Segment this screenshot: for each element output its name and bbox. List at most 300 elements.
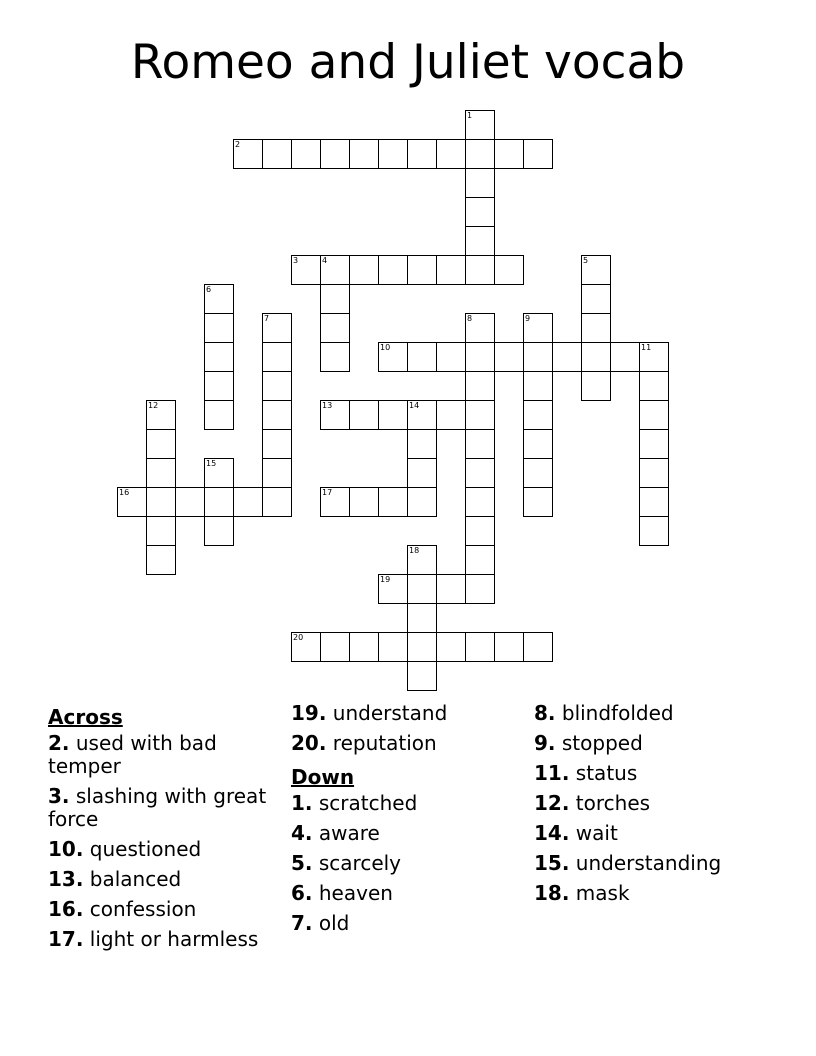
letter-input[interactable] xyxy=(350,401,378,429)
clue-text: understanding xyxy=(569,851,722,875)
across-heading: Across xyxy=(48,705,123,729)
grid-cell[interactable] xyxy=(465,313,495,343)
clue-number: 14. xyxy=(534,821,570,845)
letter-input[interactable] xyxy=(408,459,436,487)
grid-cell[interactable] xyxy=(320,400,350,430)
letter-input[interactable] xyxy=(263,430,291,458)
grid-cell[interactable] xyxy=(291,139,321,169)
letter-input[interactable] xyxy=(379,488,407,516)
grid-cell[interactable] xyxy=(204,516,234,546)
clue-number: 4. xyxy=(291,821,313,845)
letter-input[interactable] xyxy=(582,314,610,342)
letter-input[interactable] xyxy=(147,517,175,545)
clue-number: 18 xyxy=(409,546,420,555)
letter-input[interactable] xyxy=(408,488,436,516)
grid-cell[interactable] xyxy=(523,632,553,662)
clue-number: 3 xyxy=(293,256,299,265)
letter-input[interactable] xyxy=(147,401,175,429)
letter-input[interactable] xyxy=(408,140,436,168)
down-clue-list xyxy=(291,792,526,935)
grid-cell[interactable] xyxy=(581,371,611,401)
grid-cell[interactable] xyxy=(639,458,669,488)
letter-input[interactable] xyxy=(524,459,552,487)
grid-cell[interactable] xyxy=(407,487,437,517)
letter-input[interactable] xyxy=(437,401,465,429)
clue-number: 6. xyxy=(291,881,313,905)
clue-number: 3. xyxy=(48,784,70,808)
letter-input[interactable] xyxy=(147,459,175,487)
letter-input[interactable] xyxy=(321,401,349,429)
clue-number: 8 xyxy=(467,314,473,323)
grid-cell[interactable] xyxy=(523,313,553,343)
letter-input[interactable] xyxy=(321,140,349,168)
clue-number: 7 xyxy=(264,314,270,323)
clues-column-1 xyxy=(48,702,283,958)
across-clue[interactable] xyxy=(48,898,283,921)
letter-input[interactable] xyxy=(408,575,436,603)
grid-cell[interactable] xyxy=(262,313,292,343)
clue-text: slashing with great force xyxy=(48,784,267,831)
grid-cell[interactable] xyxy=(436,632,466,662)
clue-number: 19. xyxy=(291,701,327,725)
letter-input[interactable] xyxy=(466,372,494,400)
grid-cell[interactable] xyxy=(407,603,437,633)
down-clue[interactable] xyxy=(534,792,769,815)
grid-cell[interactable] xyxy=(117,487,147,517)
letter-input[interactable] xyxy=(408,662,436,690)
clue-number: 10. xyxy=(48,837,84,861)
grid-cell[interactable] xyxy=(465,516,495,546)
grid-cell[interactable] xyxy=(320,313,350,343)
letter-input[interactable] xyxy=(321,256,349,284)
letter-input[interactable] xyxy=(466,401,494,429)
grid-cell[interactable] xyxy=(320,139,350,169)
clue-number: 12 xyxy=(148,401,159,410)
letter-input[interactable] xyxy=(466,459,494,487)
letter-input[interactable] xyxy=(437,343,465,371)
grid-cell[interactable] xyxy=(378,574,408,604)
grid-cell[interactable] xyxy=(581,342,611,372)
clue-text: light or harmless xyxy=(83,927,259,951)
letter-input[interactable] xyxy=(466,140,494,168)
letter-input[interactable] xyxy=(205,459,233,487)
letter-input[interactable] xyxy=(466,314,494,342)
clue-number: 13. xyxy=(48,867,84,891)
grid-cell[interactable] xyxy=(407,458,437,488)
grid-cell[interactable] xyxy=(465,197,495,227)
clue-number: 13 xyxy=(322,401,333,410)
grid-cell[interactable] xyxy=(407,574,437,604)
grid-cell[interactable] xyxy=(407,632,437,662)
letter-input[interactable] xyxy=(466,256,494,284)
grid-cell[interactable] xyxy=(407,342,437,372)
grid-cell[interactable] xyxy=(378,487,408,517)
across-clue[interactable] xyxy=(48,838,283,861)
grid-cell[interactable] xyxy=(378,632,408,662)
letter-input[interactable] xyxy=(205,401,233,429)
down-clue[interactable] xyxy=(291,792,526,815)
grid-cell[interactable] xyxy=(146,545,176,575)
clue-number: 14 xyxy=(409,401,420,410)
letter-input[interactable] xyxy=(263,314,291,342)
letter-input[interactable] xyxy=(466,546,494,574)
grid-cell[interactable] xyxy=(349,400,379,430)
letter-input[interactable] xyxy=(466,430,494,458)
letter-input[interactable] xyxy=(263,140,291,168)
grid-cell[interactable] xyxy=(465,487,495,517)
grid-cell[interactable] xyxy=(407,255,437,285)
grid-cell[interactable] xyxy=(378,139,408,169)
letter-input[interactable] xyxy=(466,343,494,371)
letter-input[interactable] xyxy=(524,401,552,429)
clue-text: blindfolded xyxy=(555,701,674,725)
grid-cell[interactable] xyxy=(465,226,495,256)
letter-input[interactable] xyxy=(437,140,465,168)
letter-input[interactable] xyxy=(147,488,175,516)
letter-input[interactable] xyxy=(582,372,610,400)
grid-cell[interactable] xyxy=(349,255,379,285)
letter-input[interactable] xyxy=(350,256,378,284)
down-clue[interactable] xyxy=(534,732,769,755)
letter-input[interactable] xyxy=(640,430,668,458)
clue-text: stopped xyxy=(555,731,643,755)
down-clue[interactable] xyxy=(534,852,769,875)
letter-input[interactable] xyxy=(379,633,407,661)
grid-cell[interactable] xyxy=(204,371,234,401)
grid-cell[interactable] xyxy=(262,342,292,372)
grid-cell[interactable] xyxy=(436,342,466,372)
across-clue[interactable] xyxy=(291,702,526,725)
grid-cell[interactable] xyxy=(291,632,321,662)
letter-input[interactable] xyxy=(205,314,233,342)
grid-cell[interactable] xyxy=(407,429,437,459)
grid-cell[interactable] xyxy=(494,632,524,662)
letter-input[interactable] xyxy=(321,633,349,661)
clue-number: 9. xyxy=(534,731,556,755)
grid-cell[interactable] xyxy=(146,400,176,430)
grid-cell[interactable] xyxy=(291,255,321,285)
clue-number: 20. xyxy=(291,731,327,755)
grid-cell[interactable] xyxy=(494,255,524,285)
letter-input[interactable] xyxy=(466,488,494,516)
clue-text: scarcely xyxy=(312,851,402,875)
down-clue[interactable] xyxy=(534,882,769,905)
grid-cell[interactable] xyxy=(378,255,408,285)
down-clue[interactable] xyxy=(534,762,769,785)
letter-input[interactable] xyxy=(205,517,233,545)
grid-cell[interactable] xyxy=(465,371,495,401)
letter-input[interactable] xyxy=(640,372,668,400)
letter-input[interactable] xyxy=(524,343,552,371)
letter-input[interactable] xyxy=(292,633,320,661)
letter-input[interactable] xyxy=(379,140,407,168)
grid-cell[interactable] xyxy=(639,487,669,517)
letter-input[interactable] xyxy=(640,343,668,371)
grid-cell[interactable] xyxy=(407,661,437,691)
grid-cell[interactable] xyxy=(610,342,640,372)
letter-input[interactable] xyxy=(321,314,349,342)
across-clue-list xyxy=(48,732,283,951)
clue-text: status xyxy=(569,761,638,785)
grid-cell[interactable] xyxy=(349,139,379,169)
down-clue[interactable] xyxy=(291,912,526,935)
letter-input[interactable] xyxy=(408,343,436,371)
down-clue[interactable] xyxy=(291,882,526,905)
letter-input[interactable] xyxy=(350,488,378,516)
grid-cell[interactable] xyxy=(465,255,495,285)
down-clue[interactable] xyxy=(291,852,526,875)
letter-input[interactable] xyxy=(292,256,320,284)
letter-input[interactable] xyxy=(263,343,291,371)
letter-input[interactable] xyxy=(524,633,552,661)
letter-input[interactable] xyxy=(408,546,436,574)
grid-cell[interactable] xyxy=(465,429,495,459)
clue-number: 15. xyxy=(534,851,570,875)
letter-input[interactable] xyxy=(524,140,552,168)
letter-input[interactable] xyxy=(263,401,291,429)
clues-column-2 xyxy=(291,702,526,942)
across-clue[interactable] xyxy=(291,732,526,755)
grid-cell[interactable] xyxy=(349,487,379,517)
grid-cell[interactable] xyxy=(465,545,495,575)
grid-cell[interactable] xyxy=(523,400,553,430)
grid-cell[interactable] xyxy=(523,487,553,517)
letter-input[interactable] xyxy=(408,430,436,458)
grid-cell[interactable] xyxy=(465,168,495,198)
grid-cell[interactable] xyxy=(349,632,379,662)
grid-cell[interactable] xyxy=(204,342,234,372)
grid-cell[interactable] xyxy=(639,400,669,430)
letter-input[interactable] xyxy=(321,488,349,516)
down-clue[interactable] xyxy=(291,822,526,845)
clue-number: 11 xyxy=(641,343,652,352)
letter-input[interactable] xyxy=(408,401,436,429)
clue-number: 1. xyxy=(291,791,313,815)
grid-cell[interactable] xyxy=(465,110,495,140)
grid-cell[interactable] xyxy=(204,313,234,343)
letter-input[interactable] xyxy=(379,256,407,284)
letter-input[interactable] xyxy=(524,314,552,342)
grid-cell[interactable] xyxy=(262,429,292,459)
letter-input[interactable] xyxy=(466,575,494,603)
letter-input[interactable] xyxy=(176,488,204,516)
clue-number: 9 xyxy=(525,314,531,323)
grid-cell[interactable] xyxy=(465,458,495,488)
letter-input[interactable] xyxy=(408,604,436,632)
letter-input[interactable] xyxy=(350,140,378,168)
across-clue[interactable] xyxy=(48,732,283,778)
grid-cell[interactable] xyxy=(204,487,234,517)
grid-cell[interactable] xyxy=(233,487,263,517)
grid-cell[interactable] xyxy=(465,342,495,372)
letter-input[interactable] xyxy=(437,633,465,661)
grid-cell[interactable] xyxy=(407,400,437,430)
letter-input[interactable] xyxy=(437,256,465,284)
letter-input[interactable] xyxy=(466,169,494,197)
letter-input[interactable] xyxy=(495,256,523,284)
grid-cell[interactable] xyxy=(523,371,553,401)
grid-cell[interactable] xyxy=(204,458,234,488)
clue-number: 6 xyxy=(206,285,212,294)
grid-cell[interactable] xyxy=(465,632,495,662)
grid-cell[interactable] xyxy=(146,516,176,546)
clue-number: 11. xyxy=(534,761,570,785)
clue-text: wait xyxy=(569,821,618,845)
letter-input[interactable] xyxy=(205,343,233,371)
letter-input[interactable] xyxy=(437,575,465,603)
across-clue[interactable] xyxy=(48,868,283,891)
clue-number: 15 xyxy=(206,459,217,468)
grid-cell[interactable] xyxy=(378,400,408,430)
letter-input[interactable] xyxy=(292,140,320,168)
letter-input[interactable] xyxy=(234,140,262,168)
down-heading: Down xyxy=(291,765,355,789)
letter-input[interactable] xyxy=(611,343,639,371)
grid-cell[interactable] xyxy=(204,400,234,430)
letter-input[interactable] xyxy=(582,256,610,284)
grid-cell[interactable] xyxy=(436,255,466,285)
grid-cell[interactable] xyxy=(233,139,263,169)
letter-input[interactable] xyxy=(640,488,668,516)
letter-input[interactable] xyxy=(466,198,494,226)
grid-cell[interactable] xyxy=(436,574,466,604)
grid-cell[interactable] xyxy=(320,632,350,662)
clues-column-3 xyxy=(534,702,769,912)
letter-input[interactable] xyxy=(524,372,552,400)
letter-input[interactable] xyxy=(234,488,262,516)
clue-text: questioned xyxy=(83,837,202,861)
clue-number: 5. xyxy=(291,851,313,875)
clue-text: reputation xyxy=(326,731,437,755)
letter-input[interactable] xyxy=(640,517,668,545)
letter-input[interactable] xyxy=(408,256,436,284)
grid-cell[interactable] xyxy=(465,400,495,430)
clue-number: 10 xyxy=(380,343,391,352)
grid-cell[interactable] xyxy=(146,429,176,459)
letter-input[interactable] xyxy=(466,633,494,661)
across-clue[interactable] xyxy=(48,928,283,951)
grid-cell[interactable] xyxy=(262,139,292,169)
letter-input[interactable] xyxy=(263,459,291,487)
grid-cell[interactable] xyxy=(146,487,176,517)
letter-input[interactable] xyxy=(582,343,610,371)
letter-input[interactable] xyxy=(466,227,494,255)
letter-input[interactable] xyxy=(263,488,291,516)
grid-cell[interactable] xyxy=(320,284,350,314)
grid-cell[interactable] xyxy=(639,371,669,401)
down-clue[interactable] xyxy=(534,702,769,725)
grid-cell[interactable] xyxy=(204,284,234,314)
clue-number: 16 xyxy=(119,488,130,497)
letter-input[interactable] xyxy=(408,633,436,661)
grid-cell[interactable] xyxy=(581,255,611,285)
clue-text: old xyxy=(312,911,350,935)
clue-text: understand xyxy=(326,701,448,725)
grid-cell[interactable] xyxy=(436,139,466,169)
letter-input[interactable] xyxy=(495,343,523,371)
across-clue-list-continued xyxy=(291,702,526,755)
letter-input[interactable] xyxy=(640,401,668,429)
grid-cell[interactable] xyxy=(494,342,524,372)
clue-text: used with bad temper xyxy=(48,731,217,778)
letter-input[interactable] xyxy=(205,488,233,516)
grid-cell[interactable] xyxy=(523,458,553,488)
grid-cell[interactable] xyxy=(320,487,350,517)
letter-input[interactable] xyxy=(466,111,494,139)
letter-input[interactable] xyxy=(205,372,233,400)
page-title: Romeo and Juliet vocab xyxy=(130,35,686,90)
letter-input[interactable] xyxy=(379,401,407,429)
letter-input[interactable] xyxy=(582,285,610,313)
grid-cell[interactable] xyxy=(262,371,292,401)
grid-cell[interactable] xyxy=(639,429,669,459)
letter-input[interactable] xyxy=(379,575,407,603)
letter-input[interactable] xyxy=(263,372,291,400)
clue-number: 20 xyxy=(293,633,304,642)
clue-number: 17. xyxy=(48,927,84,951)
letter-input[interactable] xyxy=(524,430,552,458)
grid-cell[interactable] xyxy=(581,313,611,343)
clue-number: 18. xyxy=(534,881,570,905)
letter-input[interactable] xyxy=(466,517,494,545)
letter-input[interactable] xyxy=(118,488,146,516)
clue-number: 4 xyxy=(322,256,328,265)
clue-text: balanced xyxy=(83,867,182,891)
down-clue[interactable] xyxy=(534,822,769,845)
across-clue[interactable] xyxy=(48,785,283,831)
grid-cell[interactable] xyxy=(523,342,553,372)
letter-input[interactable] xyxy=(147,430,175,458)
grid-cell[interactable] xyxy=(465,139,495,169)
letter-input[interactable] xyxy=(553,343,581,371)
letter-input[interactable] xyxy=(640,459,668,487)
grid-cell[interactable] xyxy=(523,139,553,169)
letter-input[interactable] xyxy=(321,343,349,371)
letter-input[interactable] xyxy=(147,546,175,574)
clue-text: mask xyxy=(569,881,630,905)
letter-input[interactable] xyxy=(495,140,523,168)
grid-cell[interactable] xyxy=(262,458,292,488)
letter-input[interactable] xyxy=(350,633,378,661)
grid-cell[interactable] xyxy=(639,342,669,372)
clue-text: torches xyxy=(569,791,651,815)
grid-cell[interactable] xyxy=(146,458,176,488)
grid-cell[interactable] xyxy=(407,545,437,575)
grid-cell[interactable] xyxy=(175,487,205,517)
clue-text: scratched xyxy=(312,791,418,815)
grid-cell[interactable] xyxy=(262,487,292,517)
grid-cell[interactable] xyxy=(465,574,495,604)
clue-number: 19 xyxy=(380,575,391,584)
grid-cell[interactable] xyxy=(581,284,611,314)
grid-cell[interactable] xyxy=(494,139,524,169)
clue-number: 8. xyxy=(534,701,556,725)
grid-cell[interactable] xyxy=(552,342,582,372)
grid-cell[interactable] xyxy=(320,342,350,372)
grid-cell[interactable] xyxy=(407,139,437,169)
letter-input[interactable] xyxy=(321,285,349,313)
letter-input[interactable] xyxy=(379,343,407,371)
letter-input[interactable] xyxy=(495,633,523,661)
grid-cell[interactable] xyxy=(523,429,553,459)
grid-cell[interactable] xyxy=(262,400,292,430)
grid-cell[interactable] xyxy=(320,255,350,285)
letter-input[interactable] xyxy=(524,488,552,516)
grid-cell[interactable] xyxy=(639,516,669,546)
grid-cell[interactable] xyxy=(436,400,466,430)
grid-cell[interactable] xyxy=(378,342,408,372)
letter-input[interactable] xyxy=(205,285,233,313)
